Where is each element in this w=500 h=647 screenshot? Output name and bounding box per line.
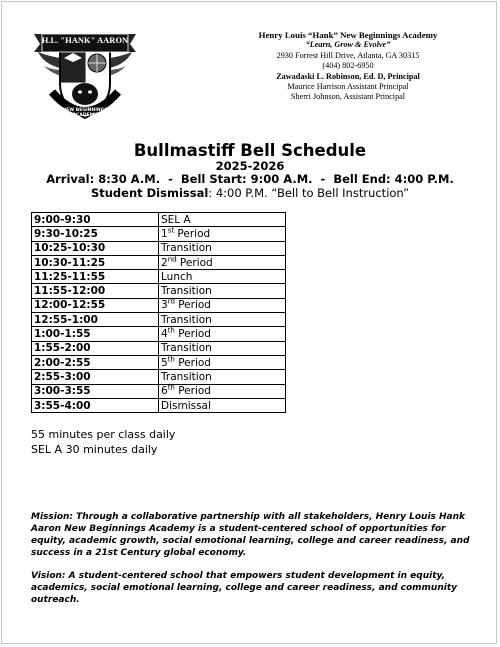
activity-cell xyxy=(159,227,286,241)
principal-name: Zawadaski L. Robinson, Ed. D, Principal xyxy=(276,71,420,81)
ordinal-suffix: th xyxy=(167,383,175,392)
time-cell: 9:00-9:30 xyxy=(32,213,159,227)
time-cell: 3:00-3:55 xyxy=(32,384,159,398)
activity-label: Period xyxy=(174,227,211,240)
logo-ring-text: NEW BEGINNINGS ACADEMY xyxy=(62,108,108,118)
period-number: 4 xyxy=(161,328,168,341)
assistant-principal-1: Maurice Harrison Assistant Principal xyxy=(287,82,409,92)
time-cell: 9:30-10:25 xyxy=(32,227,159,241)
dismissal-label: Student Dismissal xyxy=(90,186,209,200)
table-row xyxy=(32,355,286,369)
school-year: 2025-2026 xyxy=(215,159,285,173)
time-cell: 2:55-3:00 xyxy=(32,370,159,384)
activity-cell: SEL A xyxy=(159,213,286,227)
time-cell: 1:00-1:55 xyxy=(32,327,159,341)
ordinal-suffix: th xyxy=(167,326,175,335)
mission-statement: Mission: Through a collaborative partnership with all stakeholders, Henry Louis Hank Aaron New Beginnings Academy is a student-centered school of opportunities for equity, academic growth, social emotional learning, college and career readiness, and success in a 21st Century global economy. xyxy=(31,512,470,558)
activity-cell: Transition xyxy=(159,341,286,355)
time-cell: 11:25-11:55 xyxy=(32,270,159,284)
ordinal-suffix: th xyxy=(167,355,175,364)
dismissal-info xyxy=(0,186,500,200)
activity-cell: Dismissal xyxy=(159,398,286,412)
activity-label: Period xyxy=(174,385,211,398)
time-cell: 12:55-1:00 xyxy=(32,313,159,327)
table-row xyxy=(32,241,286,255)
time-cell: 11:55-12:00 xyxy=(32,284,159,298)
table-row xyxy=(32,341,286,355)
activity-cell xyxy=(159,355,286,369)
school-phone: (404) 802-6950 xyxy=(322,61,374,71)
period-number: 5 xyxy=(161,356,168,369)
vision-statement: Vision: A student-centered school that empowers student development in equity, academics, social emotional learning, college and career readiness, and community outreach. xyxy=(31,571,457,605)
logo-banner-text: H.L. "HANK" AARON xyxy=(41,35,129,45)
time-cell: 3:55-4:00 xyxy=(32,398,159,412)
period-number: 6 xyxy=(161,385,168,398)
page-title: Bullmastiff Bell Schedule xyxy=(133,141,367,160)
class-length-note: 55 minutes per class daily xyxy=(31,428,176,441)
school-motto: “Learn, Grow & Evolve” xyxy=(305,40,391,50)
bell-times xyxy=(0,172,500,186)
activity-cell: Transition xyxy=(159,370,286,384)
table-row xyxy=(32,298,286,312)
activity-cell xyxy=(159,327,286,341)
period-number: 1 xyxy=(161,227,168,240)
school-letterhead xyxy=(222,30,474,103)
activity-label: Period xyxy=(176,256,213,269)
activity-cell: Lunch xyxy=(159,270,286,284)
table-row xyxy=(32,313,286,327)
table-row xyxy=(32,270,286,284)
school-address: 2930 Forrest Hill Drive, Atlanta, GA 30315 xyxy=(276,50,420,60)
table-row xyxy=(32,384,286,398)
schedule-notes xyxy=(31,428,175,457)
school-name: Henry Louis “Hank” New Beginnings Academy xyxy=(258,30,438,40)
activity-cell: Transition xyxy=(159,241,286,255)
activity-cell xyxy=(159,384,286,398)
table-row xyxy=(32,284,286,298)
activity-cell xyxy=(159,298,286,312)
table-row xyxy=(32,370,286,384)
dismissal-text: : 4:00 P.M. “Bell to Bell Instruction” xyxy=(208,186,410,200)
time-cell: 10:25-10:30 xyxy=(32,241,159,255)
time-cell: 10:30-11:25 xyxy=(32,255,159,269)
ordinal-suffix: nd xyxy=(167,255,177,264)
period-number: 2 xyxy=(161,256,168,269)
sel-length-note: SEL A 30 minutes daily xyxy=(31,442,158,456)
table-row xyxy=(32,327,286,341)
activity-label: Period xyxy=(174,356,211,369)
activity-cell xyxy=(159,255,286,269)
time-cell: 12:00-12:55 xyxy=(32,298,159,312)
ordinal-suffix: st xyxy=(167,226,175,235)
bell-times-text: Arrival: 8:30 A.M. - Bell Start: 9:00 A.M. - Bell End: 4:00 P.M. xyxy=(46,172,454,186)
schedule-table xyxy=(31,212,286,413)
time-cell: 2:00-2:55 xyxy=(32,355,159,369)
period-number: 3 xyxy=(161,299,168,312)
activity-cell: Transition xyxy=(159,313,286,327)
activity-label: Period xyxy=(174,328,211,341)
activity-cell: Transition xyxy=(159,284,286,298)
time-cell: 1:55-2:00 xyxy=(32,341,159,355)
assistant-principal-2: Sherri Johnson, Assistant Principal xyxy=(290,92,406,102)
activity-label: Period xyxy=(174,299,211,312)
table-row xyxy=(32,213,286,227)
ordinal-suffix: rd xyxy=(167,297,175,306)
table-row xyxy=(32,227,286,241)
table-row xyxy=(32,255,286,269)
table-row xyxy=(32,398,286,412)
